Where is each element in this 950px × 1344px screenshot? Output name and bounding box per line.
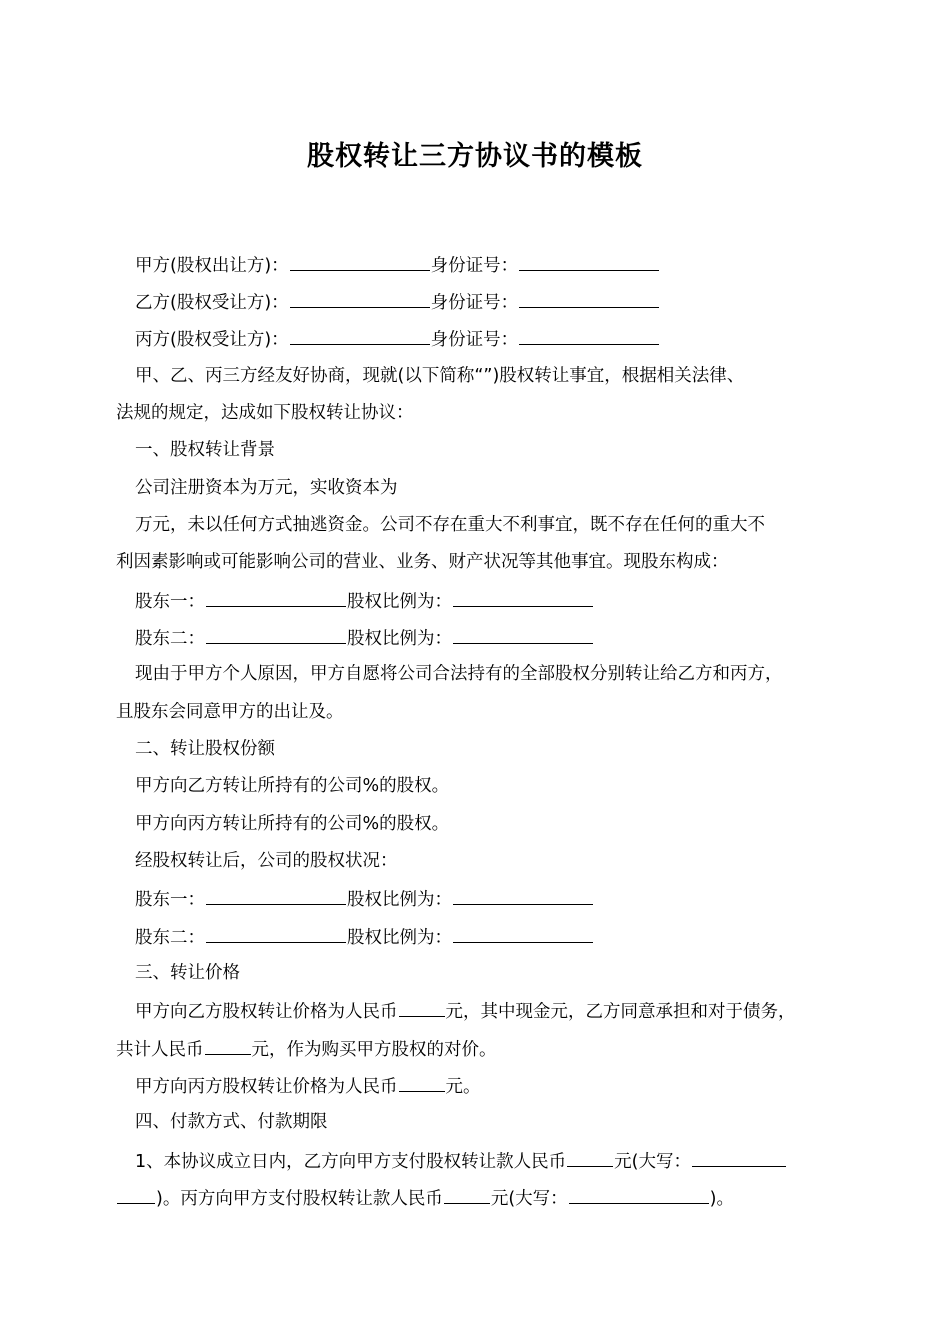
ratio-label: 股权比例为： (347, 629, 452, 649)
section3-p2-text-b: 元，作为购买甲方股权的对价。 (251, 1040, 497, 1060)
section2-p3: 经股权转让后，公司的股权状况： (135, 851, 398, 871)
party-bing-id-blank (519, 326, 659, 345)
party-yi-name-blank (290, 289, 430, 308)
section1-p2-line2: 利因素影响或可能影响公司的营业、业务、财产状况等其他事宜。现股东构成： (116, 552, 729, 572)
party-yi-line (135, 289, 865, 315)
section3-p1 (135, 998, 865, 1024)
section1-shareholder-1 (135, 588, 865, 614)
section3-p1-text-b: 元，其中现金元，乙方同意承担和对于债务， (445, 1002, 796, 1022)
amount-blank (567, 1148, 613, 1167)
party-jia-line (135, 252, 865, 278)
section3-p3-text-a: 甲方向丙方股权转让价格为人民币 (135, 1077, 398, 1097)
section1-shareholder-2 (135, 625, 865, 651)
price-blank (399, 1073, 445, 1092)
amount-words-blank-cont (117, 1185, 155, 1204)
intro-line-1: 甲、乙、丙三方经友好协商，现就(以下简称“”)股权转让事宜，根据相关法律、 (135, 366, 745, 386)
ratio-blank (453, 886, 593, 905)
party-bing-line (135, 326, 865, 352)
shareholder-label: 股东一： (135, 592, 205, 612)
section1-p2-line1: 万元，未以任何方式抽逃资金。公司不存在重大不利事宜，既不存在任何的重大不 (135, 515, 765, 535)
section3-p1-text-a: 甲方向乙方股权转让价格为人民币 (135, 1002, 398, 1022)
section3-p3 (135, 1073, 865, 1099)
section3-heading: 三、转让价格 (135, 963, 240, 983)
party-yi-id-label: 身份证号： (430, 293, 519, 313)
section2-shareholder-2 (135, 924, 865, 950)
ratio-label: 股权比例为： (347, 592, 452, 612)
ratio-blank (453, 924, 593, 943)
section1-p3-line2: 且股东会同意甲方的出让及。 (116, 702, 344, 722)
section1-p3-line1: 现由于甲方个人原因，甲方自愿将公司合法持有的全部股权分别转让给乙方和丙方， (135, 664, 783, 684)
party-yi-label: 乙方(股权受让方)： (135, 293, 289, 313)
party-jia-id-label: 身份证号： (430, 256, 519, 276)
section2-heading: 二、转让股权份额 (135, 739, 275, 759)
section3-p3-text-b: 元。 (445, 1077, 481, 1097)
section4-heading: 四、付款方式、付款期限 (135, 1112, 328, 1132)
section4-p1-text-a: 1、本协议成立日内，乙方向甲方支付股权转让款人民币 (135, 1152, 567, 1172)
section1-heading: 一、股权转让背景 (135, 440, 275, 460)
ratio-blank (453, 588, 593, 607)
shareholder-name-blank (206, 924, 346, 943)
amount-words-blank (692, 1148, 786, 1167)
party-bing-name-blank (290, 326, 430, 345)
shareholder-name-blank (206, 625, 346, 644)
price-blank (399, 998, 445, 1017)
amount-blank (444, 1185, 490, 1204)
section4-p1 (135, 1148, 865, 1174)
ratio-blank (453, 625, 593, 644)
party-jia-id-blank (519, 252, 659, 271)
section2-p1: 甲方向乙方转让所持有的公司%的股权。 (135, 776, 450, 796)
section4-p2 (116, 1185, 846, 1211)
intro-line-2: 法规的规定，达成如下股权转让协议： (116, 403, 414, 423)
amount-words-blank (569, 1185, 709, 1204)
section2-shareholder-1 (135, 886, 865, 912)
section4-p2-text-a: )。丙方向甲方支付股权转让款人民币 (156, 1189, 443, 1209)
ratio-label: 股权比例为： (347, 890, 452, 910)
party-jia-name-blank (290, 252, 430, 271)
section3-p2 (116, 1036, 846, 1062)
shareholder-label: 股东二： (135, 928, 205, 948)
shareholder-name-blank (206, 588, 346, 607)
section2-p2: 甲方向丙方转让所持有的公司%的股权。 (135, 814, 450, 834)
total-blank (205, 1036, 251, 1055)
ratio-label: 股权比例为： (347, 928, 452, 948)
party-jia-label: 甲方(股权出让方)： (135, 256, 289, 276)
party-bing-label: 丙方(股权受让方)： (135, 330, 289, 350)
party-bing-id-label: 身份证号： (430, 330, 519, 350)
section4-p1-text-b: 元(大写： (614, 1152, 691, 1172)
section3-p2-text-a: 共计人民币 (116, 1040, 204, 1060)
section1-p1: 公司注册资本为万元，实收资本为 (135, 478, 398, 498)
shareholder-name-blank (206, 886, 346, 905)
section4-p2-text-c: )。 (709, 1189, 734, 1209)
section4-p2-text-b: 元(大写： (490, 1189, 568, 1209)
document-title: 股权转让三方协议书的模板 (307, 141, 643, 172)
party-yi-id-blank (519, 289, 659, 308)
shareholder-label: 股东一： (135, 890, 205, 910)
shareholder-label: 股东二： (135, 629, 205, 649)
